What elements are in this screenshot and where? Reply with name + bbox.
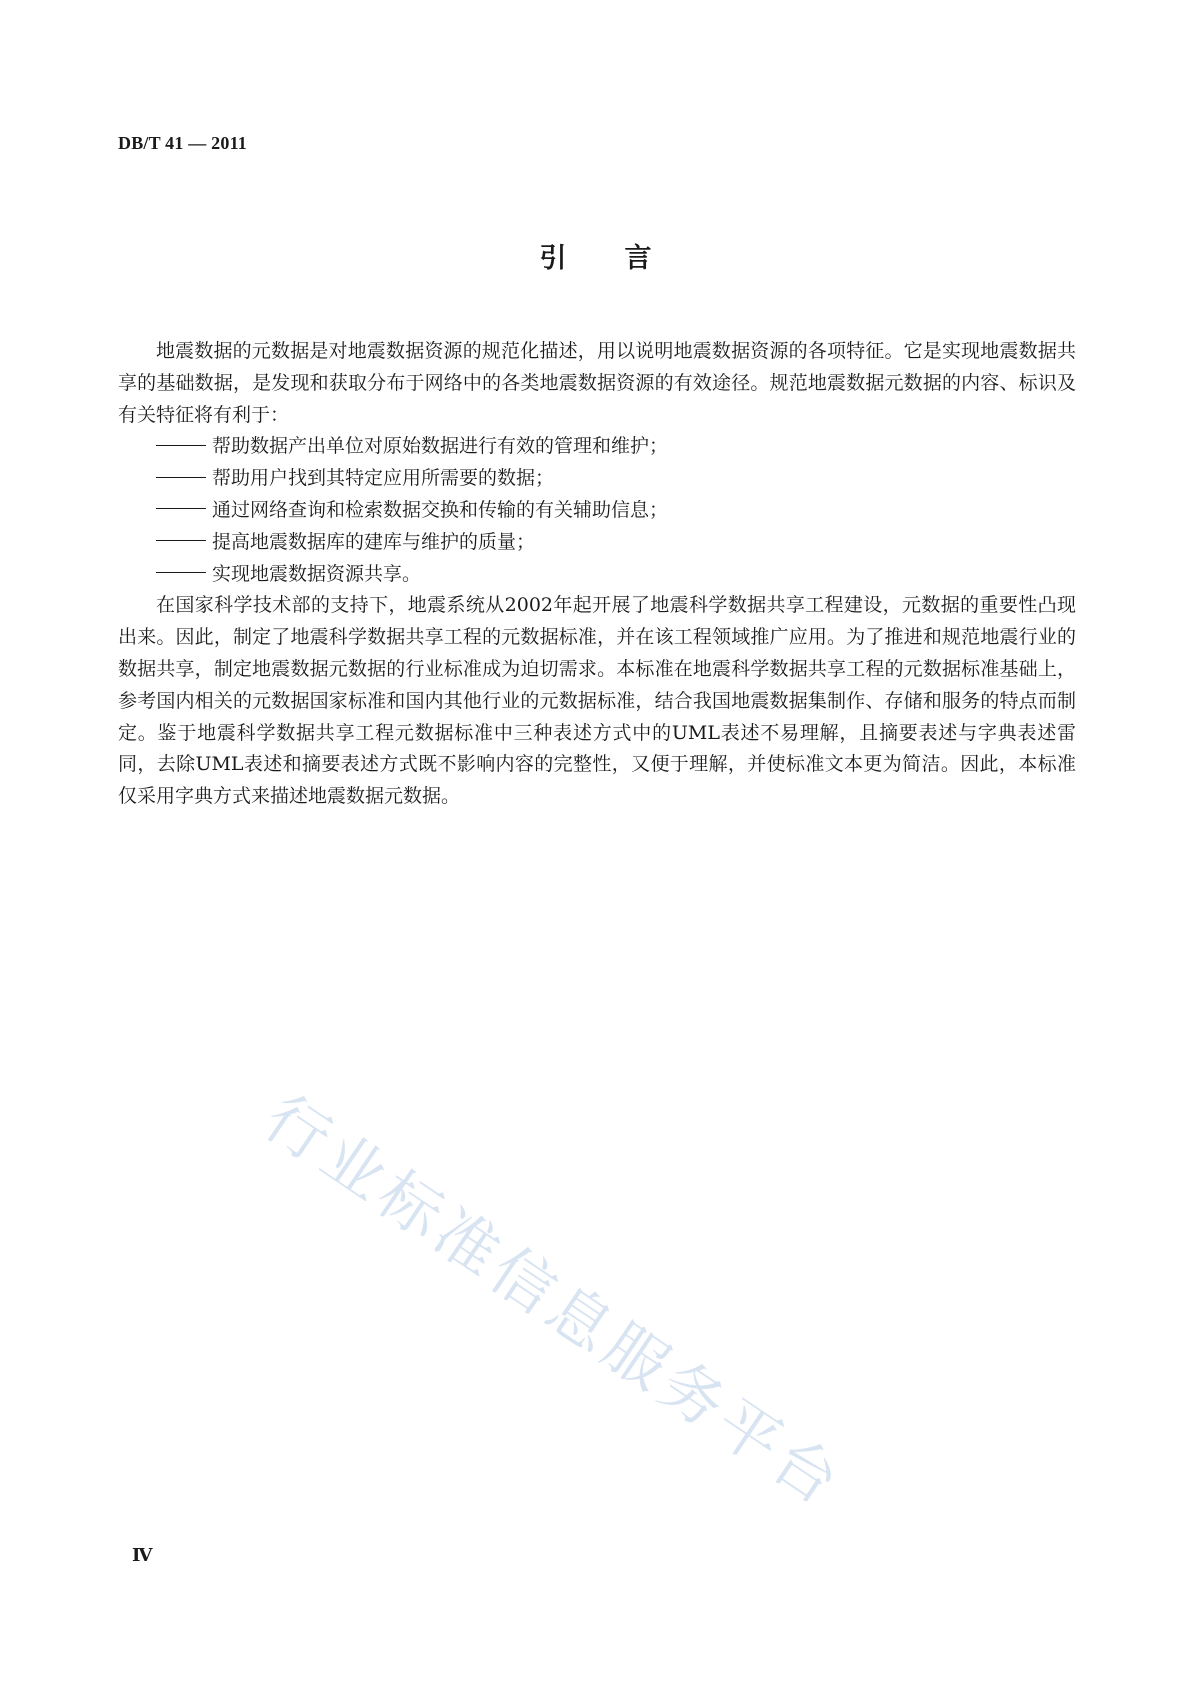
benefit-text: 帮助用户找到其特定应用所需要的数据； [212,467,555,490]
dash-marker [156,540,206,541]
benefit-text: 提高地震数据库的建库与维护的质量； [212,530,536,553]
benefit-item [118,463,1076,495]
introduction-body [118,336,1076,813]
benefit-text: 帮助数据产出单位对原始数据进行有效的管理和维护； [212,435,669,458]
intro-paragraph-1: 地震数据的元数据是对地震数据资源的规范化描述，用以说明地震数据资源的各项特征。它是实现地震数据共享的基础数据，是发现和获取分布于网络中的各类地震数据资源的有效途径。规范地震数据元数据的内容、标识及有关特征将有利于： [118,340,1076,426]
benefit-item [118,559,1076,591]
benefit-item [118,495,1076,527]
page-title [0,236,1191,275]
intro-paragraph-2: 在国家科学技术部的支持下，地震系统从2002年起开展了地震科学数据共享工程建设，元数据的重要性凸现出来。因此，制定了地震科学数据共享工程的元数据标准，并在该工程领域推广应用。为了推进和规范地震行业的数据共享，制定地震数据元数据的行业标准成为迫切需求。本标准在地震科学数据共享工程的元数据标准基础上，参考国内相关的元数据国家标准和国内其他行业的元数据标准，结合我国地震数据集制作、存储和服务的特点而制定。鉴于地震科学数据共享工程元数据标准中三种表述方式中的UML表述不易理解，且摘要表述与字典表述雷同，去除UML表述和摘要表述方式既不影响内容的完整性，又便于理解，并使标准文本更为简洁。因此，本标准仅采用字典方式来描述地震数据元数据。 [118,594,1076,808]
title-char-2: 言 [624,243,652,274]
benefit-item [118,431,1076,463]
benefit-item [118,527,1076,559]
benefit-text: 通过网络查询和检索数据交换和传输的有关辅助信息； [212,498,669,521]
benefit-text: 实现地震数据资源共享。 [212,562,422,585]
page-number: Ⅳ [132,1545,153,1565]
dash-marker [156,508,206,509]
dash-marker [156,572,206,573]
dash-marker [156,445,206,446]
title-char-1: 引 [539,243,567,274]
dash-marker [156,477,206,478]
watermark: 行业标准信息服务平台 [251,1080,857,1522]
standard-code: DB/T 41 — 2011 [118,133,247,153]
